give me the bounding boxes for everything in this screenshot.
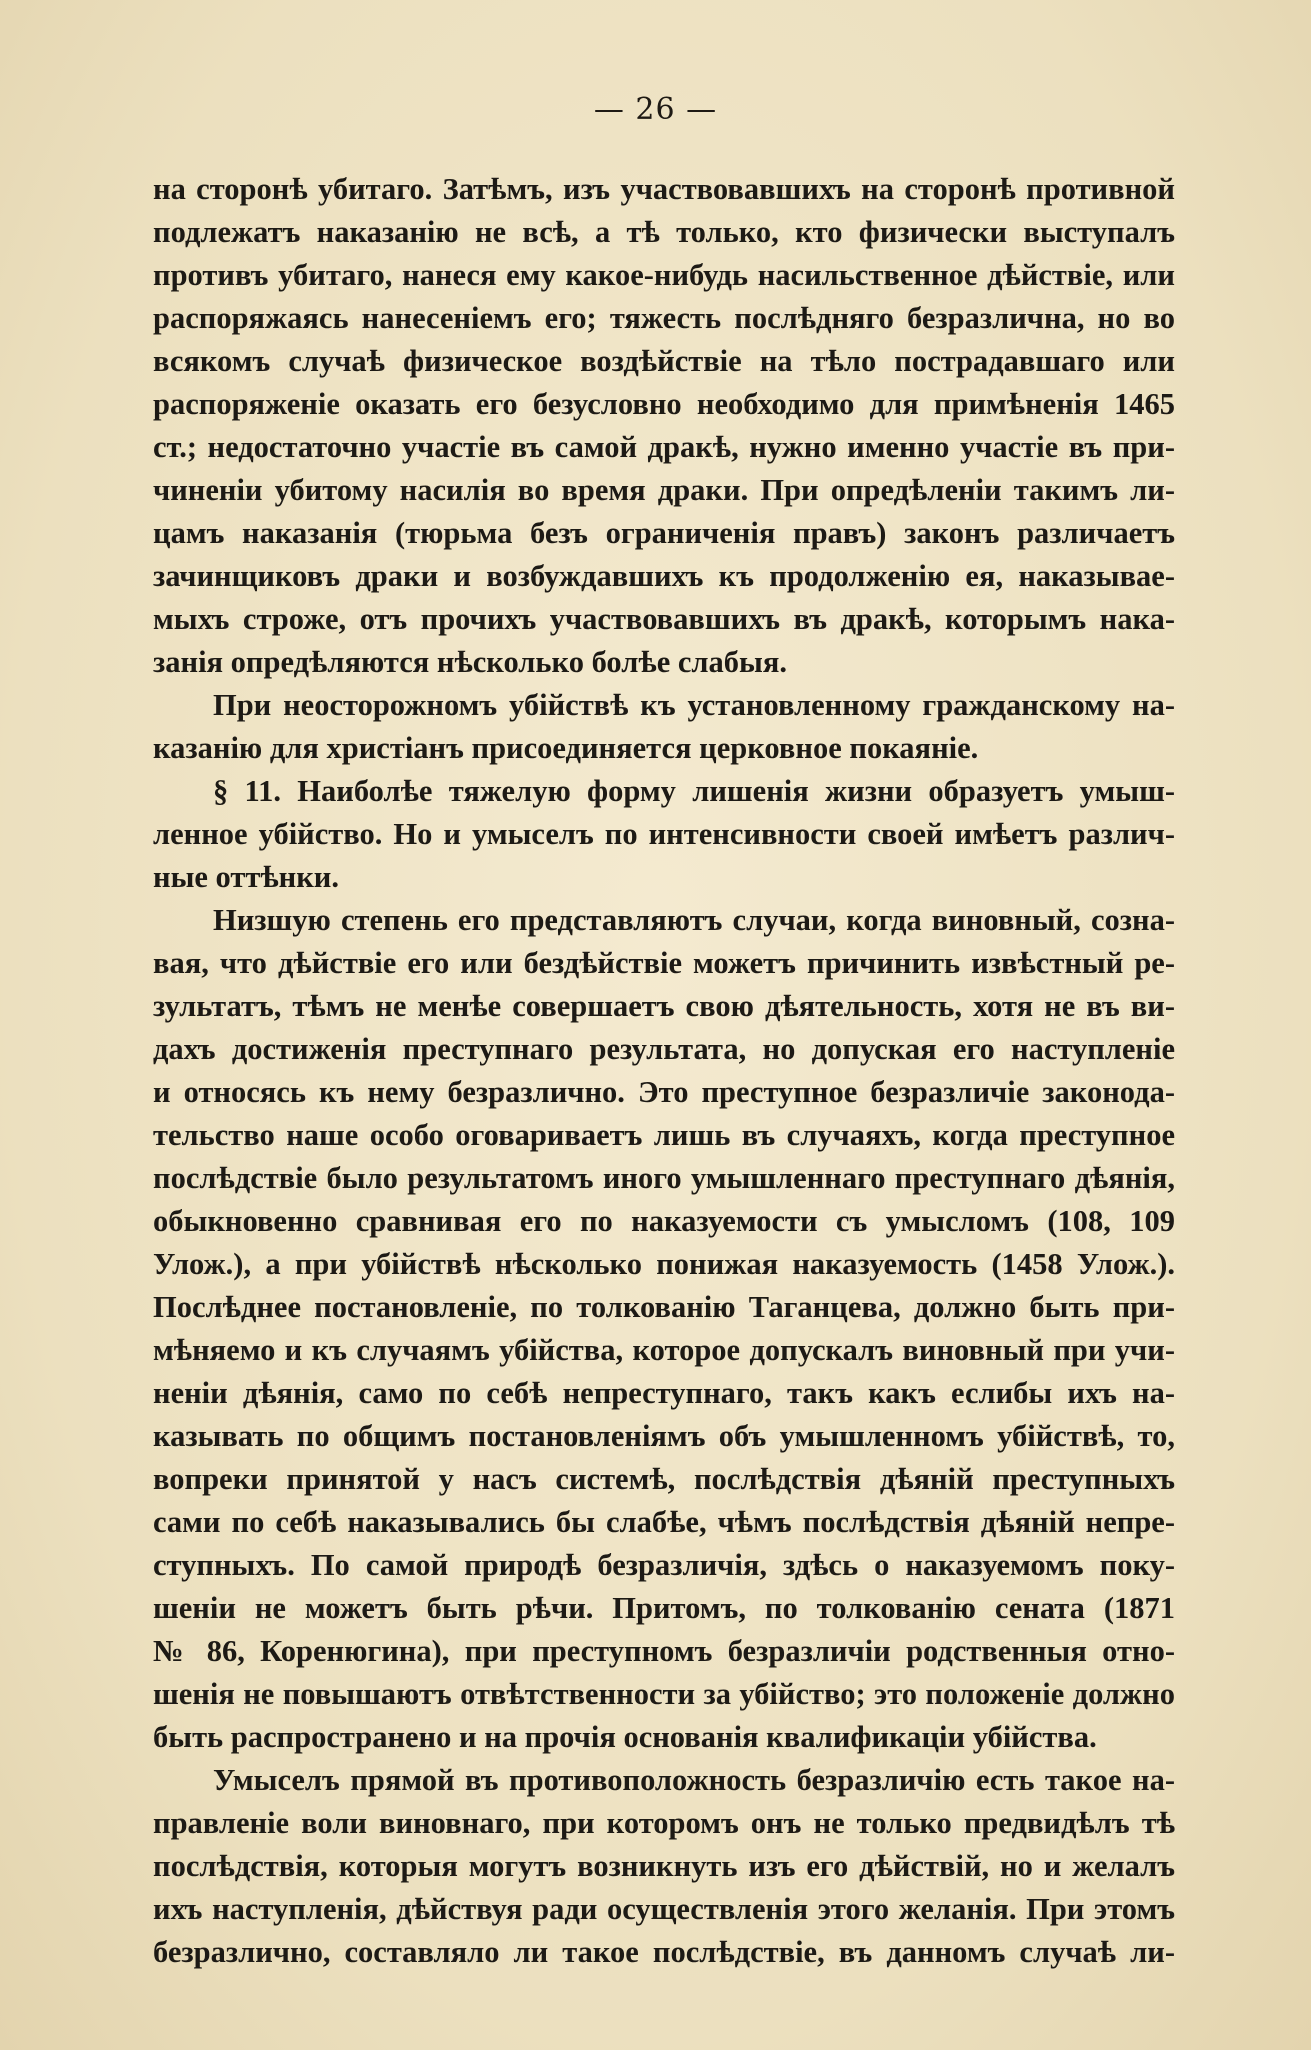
text-line: ные оттѣнки. — [153, 860, 340, 894]
text-line: распоряжаясь нанесеніемъ его; тяжесть послѣдняго безразлична, но во — [153, 301, 1175, 335]
text-line: и относясь къ нему безразлично. Это преступное безразличіе законода- — [153, 1075, 1175, 1109]
text-line: зультатъ, тѣмъ не менѣе совершаетъ свою дѣятельность, хотя не въ ви- — [153, 989, 1175, 1023]
text-line: шеніи не можетъ быть рѣчи. Притомъ, по толкованію сената (1871 — [153, 1591, 1175, 1625]
text-line: подлежатъ наказанію не всѣ, а тѣ только, кто физически выступалъ — [153, 215, 1175, 249]
text-line: вопреки принятой у насъ системѣ, послѣдствія дѣяній преступныхъ — [153, 1462, 1175, 1496]
text-line: Послѣднее постановленіе, по толкованію Таганцева, должно быть при- — [153, 1290, 1175, 1324]
text-line: обыкновенно сравнивая его по наказуемости съ умысломъ (108, 109 — [153, 1204, 1175, 1238]
text-line: послѣдствіе было результатомъ иного умышленнаго преступнаго дѣянія, — [153, 1161, 1175, 1195]
text-line: мыхъ строже, отъ прочихъ участвовавшихъ въ дракѣ, которымъ нака- — [153, 602, 1175, 636]
text-line: вая, что дѣйствіе его или бездѣйствіе можетъ причинить извѣстный ре- — [153, 946, 1175, 980]
text-line: ступныхъ. По самой природѣ безразличія, здѣсь о наказуемомъ поку- — [153, 1548, 1175, 1582]
text-line: казывать по общимъ постановленіямъ объ умышленномъ убійствѣ, то, — [153, 1419, 1175, 1453]
text-line: правленіе воли виновнаго, при которомъ онъ не только предвидѣлъ тѣ — [153, 1806, 1175, 1840]
text-line: ленное убійство. Но и умыселъ по интенсивности своей имѣетъ различ- — [153, 817, 1175, 851]
body-text — [153, 168, 1175, 1974]
text-line: зачинщиковъ драки и возбуждавшихъ къ продолженію ея, наказывае- — [153, 559, 1175, 593]
text-line: шенія не повышаютъ отвѣтственности за убійство; это положеніе должно — [153, 1677, 1175, 1711]
text-line: сами по себѣ наказывались бы слабѣе, чѣмъ послѣдствія дѣяній непре- — [153, 1505, 1175, 1539]
text-line: тельство наше особо оговариваетъ лишь въ случаяхъ, когда преступное — [153, 1118, 1175, 1152]
text-line: послѣдствія, которыя могутъ возникнуть изъ его дѣйствій, но и желалъ — [153, 1849, 1175, 1883]
text-line: Низшую степень его представляютъ случаи, когда виновный, созна- — [213, 903, 1175, 937]
text-line: всякомъ случаѣ физическое воздѣйствіе на тѣло пострадавшаго или — [153, 344, 1175, 378]
text-line: цамъ наказанія (тюрьма безъ ограниченія правъ) законъ различаетъ — [153, 516, 1175, 550]
text-line: противъ убитаго, нанеся ему какое-нибудь насильственное дѣйствіе, или — [153, 258, 1175, 292]
text-line: Улож.), а при убійствѣ нѣсколько понижая наказуемость (1458 Улож.). — [153, 1247, 1175, 1281]
text-line: ихъ наступленія, дѣйствуя ради осуществленія этого желанія. При этомъ — [153, 1892, 1175, 1926]
text-line: § 11. Наиболѣе тяжелую форму лишенія жизни образуетъ умыш- — [213, 774, 1175, 808]
text-line: дахъ достиженія преступнаго результата, но допуская его наступленіе — [153, 1032, 1175, 1066]
text-line: мѣняемо и къ случаямъ убійства, которое допускалъ виновный при учи- — [153, 1333, 1175, 1367]
text-line: распоряженіе оказать его безусловно необходимо для примѣненія 1465 — [153, 387, 1175, 421]
text-line: чиненіи убитому насилія во время драки. При опредѣленіи такимъ ли- — [153, 473, 1175, 507]
text-line: казанію для христіанъ присоединяется церковное покаяніе. — [153, 731, 979, 765]
text-line: № 86, Коренюгина), при преступномъ безразличіи родственныя отно- — [153, 1634, 1175, 1668]
text-line: ст.; недостаточно участіе въ самой дракѣ, нужно именно участіе въ при- — [153, 430, 1175, 464]
page-number: — 26 — — [593, 92, 718, 127]
text-line: неніи дѣянія, само по себѣ непреступнаго, такъ какъ еслибы ихъ на- — [153, 1376, 1175, 1410]
text-line: быть распространено и на прочія основанія квалификаціи убійства. — [153, 1720, 1097, 1754]
text-line: безразлично, составляло ли такое послѣдствіе, въ данномъ случаѣ ли- — [153, 1935, 1175, 1969]
text-line: занія опредѣляются нѣсколько болѣе слабыя. — [153, 645, 787, 679]
text-line: Умыселъ прямой въ противоположность безразличію есть такое на- — [213, 1763, 1175, 1797]
text-line: При неосторожномъ убійствѣ къ установленному гражданскому на- — [213, 688, 1175, 722]
text-line: на сторонѣ убитаго. Затѣмъ, изъ участвовавшихъ на сторонѣ противной — [153, 172, 1175, 206]
